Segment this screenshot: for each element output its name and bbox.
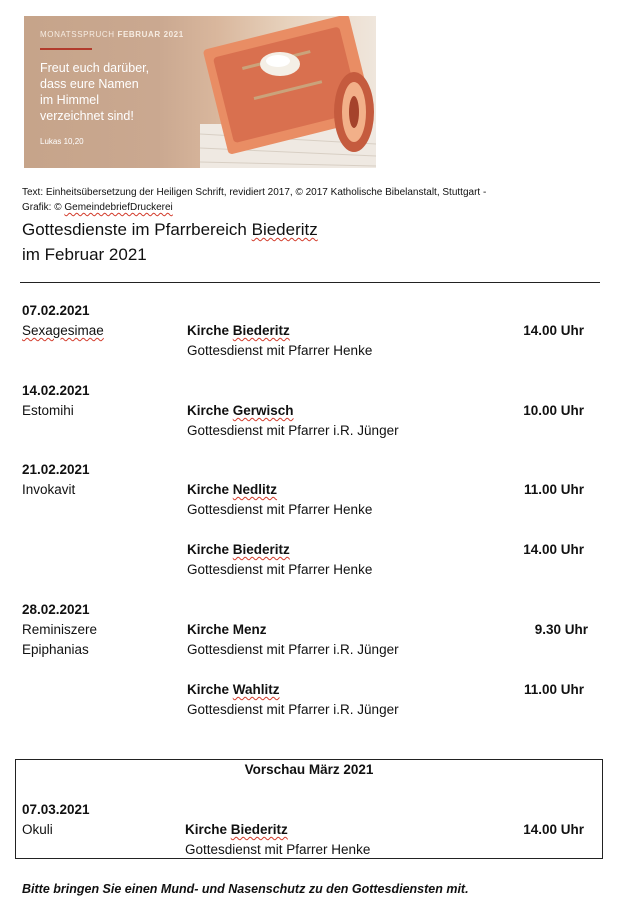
church-name (187, 681, 280, 699)
liturgical-day-name: Sexagesimae (22, 323, 104, 338)
church-name (187, 481, 277, 499)
credit-prefix: Grafik: © (22, 202, 65, 213)
service-date: 07.02.2021 (22, 303, 90, 318)
preview-heading: Vorschau März 2021 (244, 762, 374, 777)
title-prefix: Gottesdienste im Pfarrbereich (22, 220, 252, 239)
church-place: Biederitz (232, 323, 290, 338)
page-title (22, 217, 318, 267)
service-detail: Gottesdienst mit Pfarrer Henke (187, 562, 373, 577)
service-detail: Gottesdienst mit Pfarrer Henke (187, 343, 373, 358)
scroll-illustration (200, 16, 376, 168)
liturgical-day: Estomihi (22, 403, 74, 418)
church-prefix: Kirche (187, 622, 233, 637)
church-place: Biederitz (232, 542, 290, 557)
service-time: 10.00 Uhr (523, 403, 584, 418)
title-place: Biederitz (251, 220, 318, 239)
liturgical-day: Reminiszere (22, 622, 98, 637)
title-line-2: im Februar 2021 (22, 245, 147, 264)
service-time: 14.00 Uhr (523, 542, 584, 557)
church-prefix: Kirche (187, 403, 233, 418)
credit-line-text: Text: Einheitsübersetzung der Heiligen Schrift, revidiert 2017, © 2017 Katholische Bibelanstalt, Stuttgart - (22, 187, 487, 198)
title-divider (20, 282, 600, 283)
banner-kicker: MONATSSPRUCH FEBRUAR 2021 (40, 30, 184, 39)
credit-line-graphic (22, 200, 486, 215)
preview-detail: Gottesdienst mit Pfarrer Henke (185, 842, 371, 857)
church-name (187, 541, 290, 559)
church-prefix: Kirche (187, 682, 233, 697)
church-place: Biederitz (230, 822, 288, 837)
verse-line: verzeichnet sind! (40, 109, 134, 123)
service-detail: Gottesdienst mit Pfarrer i.R. Jünger (187, 702, 399, 717)
verse-reference: Lukas 10,20 (40, 137, 84, 146)
liturgical-day: Epiphanias (22, 642, 89, 657)
church-prefix: Kirche (187, 323, 233, 338)
service-detail: Gottesdienst mit Pfarrer Henke (187, 502, 373, 517)
preview-time: 14.00 Uhr (523, 822, 584, 837)
church-place: Nedlitz (232, 482, 278, 497)
banner-verse (40, 60, 200, 124)
service-time: 9.30 Uhr (534, 622, 588, 637)
church-prefix: Kirche (187, 482, 233, 497)
preview-day: Okuli (22, 822, 53, 837)
service-detail: Gottesdienst mit Pfarrer i.R. Jünger (187, 642, 399, 657)
service-time: 11.00 Uhr (523, 682, 584, 697)
service-time: 11.00 Uhr (523, 482, 584, 497)
verse-line: im Himmel (40, 93, 100, 107)
verse-line: dass eure Namen (40, 77, 139, 91)
church-place: Wahlitz (232, 682, 280, 697)
monthly-verse-banner (24, 16, 376, 168)
service-time: 14.00 Uhr (523, 323, 584, 338)
banner-accent-rule (40, 48, 92, 50)
liturgical-day (22, 322, 104, 340)
credit-graphic-source: GemeindebriefDruckerei (64, 202, 173, 213)
preview-church (185, 821, 288, 839)
church-name (187, 322, 290, 340)
service-date: 28.02.2021 (22, 602, 90, 617)
church-prefix: Kirche (185, 822, 231, 837)
church-prefix: Kirche (187, 542, 233, 557)
liturgical-day: Invokavit (22, 482, 76, 497)
service-date: 21.02.2021 (22, 462, 90, 477)
church-name (187, 402, 294, 420)
title-line-1 (22, 217, 318, 242)
service-date: 14.02.2021 (22, 383, 90, 398)
church-name (187, 621, 267, 639)
church-place: Menz (232, 622, 267, 637)
church-place: Gerwisch (232, 403, 294, 418)
service-detail: Gottesdienst mit Pfarrer i.R. Jünger (187, 423, 399, 438)
preview-date: 07.03.2021 (22, 802, 90, 817)
mask-notice: Bitte bringen Sie einen Mund- und Nasenschutz zu den Gottesdiensten mit. (22, 882, 469, 896)
verse-line: Freut euch darüber, (40, 61, 150, 75)
image-credit (22, 185, 486, 215)
